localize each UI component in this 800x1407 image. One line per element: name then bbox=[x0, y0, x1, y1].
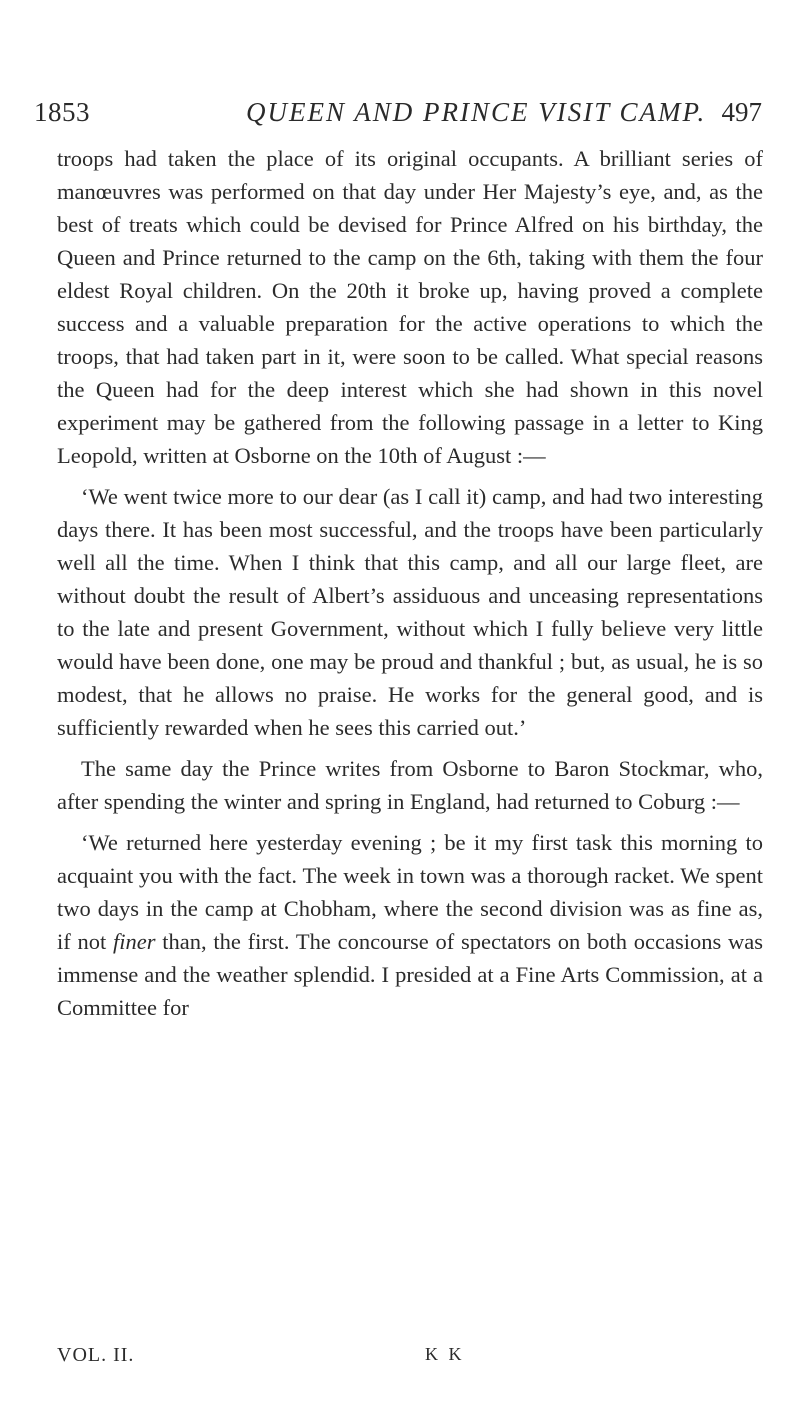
body-text bbox=[57, 142, 763, 1024]
paragraph-2-quote: ‘We went twice more to our dear (as I call it) camp, and had two interesting days there. It has been most successful, and the troops have been particularly well all the time. When I think that this camp, and all our large fleet, are without doubt the result of Albert’s assiduous and unceasing representations to the late and present Government, without which I fully believe very little would have been done, one may be proud and thankful ; but, as usual, he is so modest, that he allows no praise. He works for the general good, and is sufficiently rewarded when he sees this carried out.’ bbox=[57, 484, 763, 740]
paragraph-4-italic-word: finer bbox=[113, 929, 156, 954]
volume-label: VOL. II. bbox=[57, 1344, 135, 1366]
paragraph-4-quote bbox=[57, 826, 763, 1024]
paragraph-3: The same day the Prince writes from Osborne to Baron Stockmar, who, after spending the winter and spring in England, had returned to Coburg :— bbox=[57, 756, 763, 814]
paragraph-4-text-end: than, the first. The concourse of spectators on both occasions was immense and the weather splendid. I presided at a Fine Arts Commission, at a Committee for bbox=[57, 929, 763, 1020]
page-number: 497 bbox=[721, 97, 762, 127]
page-header bbox=[34, 92, 770, 132]
paragraph-4-text-start: ‘We returned here yesterday evening ; be it my first task this morning to acquaint you with the fact. The week in town was a thorough racket. We spent two days in the camp at Chobham, where the second division was as fine as, if not bbox=[57, 830, 763, 954]
running-title: QUEEN AND PRINCE VISIT CAMP. bbox=[246, 97, 707, 127]
paragraph-1: troops had taken the place of its original occupants. A brilliant series of manœuvres was performed on that day under Her Majesty’s eye, and, as the best of treats which could be devised for Prince Alfred on his birthday, the Queen and Prince returned to the camp on the 6th, taking with them the four eldest Royal children. On the 20th it broke up, having proved a complete success and a valuable preparation for the active operations to which the troops, that had taken part in it, were soon to be called. What special reasons the Queen had for the deep interest which she had shown in this novel experiment may be gathered from the following passage in a letter to King Leopold, written at Osborne on the 10th of August :— bbox=[57, 146, 763, 468]
page-footer bbox=[57, 1344, 763, 1374]
header-year: 1853 bbox=[34, 97, 90, 127]
signature-mark: K K bbox=[425, 1344, 465, 1364]
